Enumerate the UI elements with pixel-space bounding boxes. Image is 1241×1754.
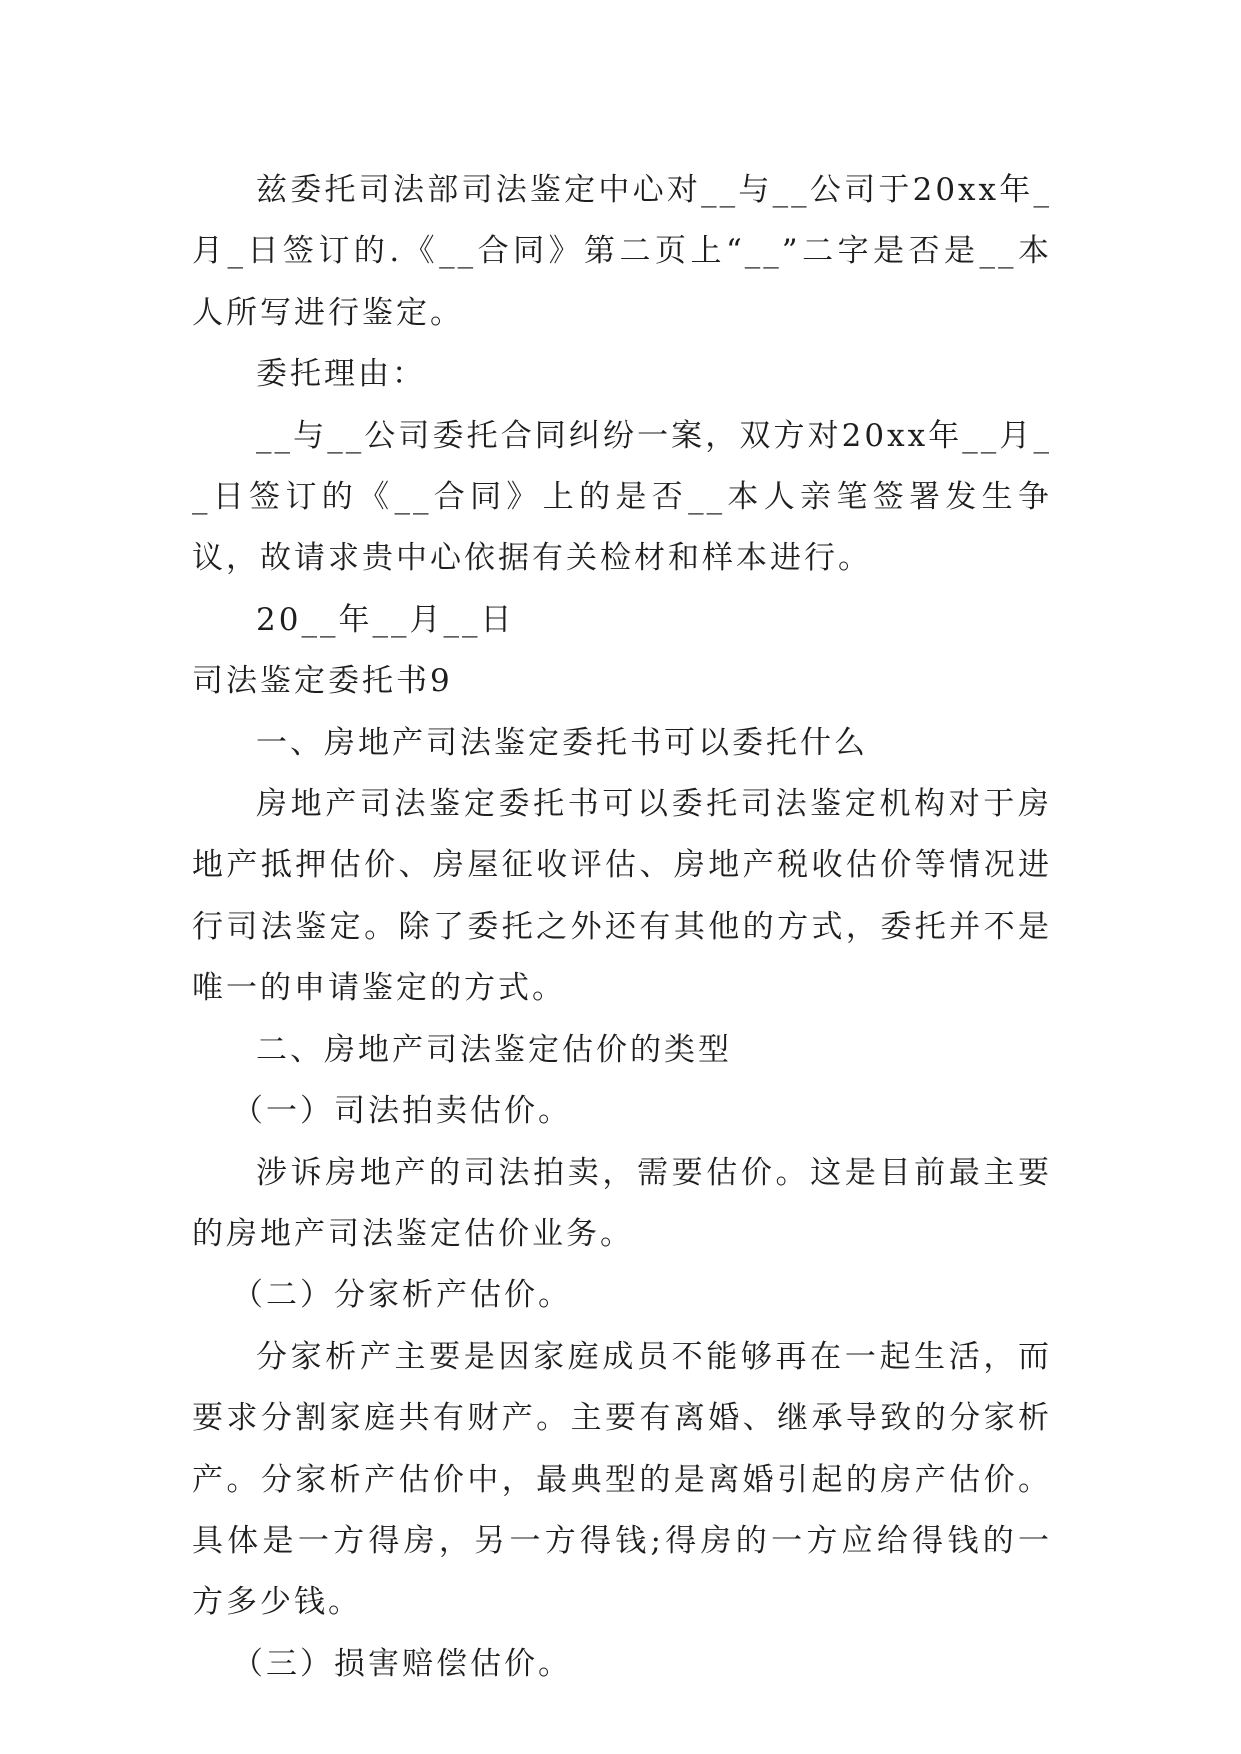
item-heading-partition: （二）分家析产估价。 bbox=[232, 1277, 572, 1314]
document-body bbox=[192, 160, 1052, 1695]
paragraph-reason-body: __与__公司委托合同纠纷一案，双方对20xx年__月__日签订的《__合同》上的是否__本人亲笔签署发生争议，故请求贵中心依据有关检材和样本进行。 bbox=[192, 417, 1052, 577]
paragraph-partition: 分家析产主要是因家庭成员不能够再在一起生活，而要求分割家庭共有财产。主要有离婚、继承导致的分家析产。分家析产估价中，最典型的是离婚引起的房产估价。具体是一方得房，另一方得钱;得房的一方应给得钱的一方多少钱。 bbox=[192, 1338, 1052, 1621]
subheading-one: 一、房地产司法鉴定委托书可以委托什么 bbox=[256, 724, 868, 761]
paragraph-auction: 涉诉房地产的司法拍卖，需要估价。这是目前最主要的房地产司法鉴定估价业务。 bbox=[192, 1154, 1052, 1252]
paragraph-scope: 房地产司法鉴定委托书可以委托司法鉴定机构对于房地产抵押估价、房屋征收评估、房地产税收估价等情况进行司法鉴定。除了委托之外还有其他的方式，委托并不是唯一的申请鉴定的方式。 bbox=[192, 786, 1052, 1007]
item-heading-damages: （三）损害赔偿估价。 bbox=[232, 1645, 572, 1682]
section-title: 司法鉴定委托书9 bbox=[192, 663, 453, 700]
paragraph-commission-statement: 兹委托司法部司法鉴定中心对__与__公司于20xx年_月_日签订的.《__合同》第二页上“__”二字是否是__本人所写进行鉴定。 bbox=[192, 172, 1052, 331]
paragraph-reason-label: 委托理由： bbox=[256, 356, 426, 393]
subheading-two: 二、房地产司法鉴定估价的类型 bbox=[256, 1031, 732, 1068]
item-heading-auction: （一）司法拍卖估价。 bbox=[232, 1093, 572, 1130]
paragraph-date-line: 20__年__月__日 bbox=[256, 601, 515, 638]
